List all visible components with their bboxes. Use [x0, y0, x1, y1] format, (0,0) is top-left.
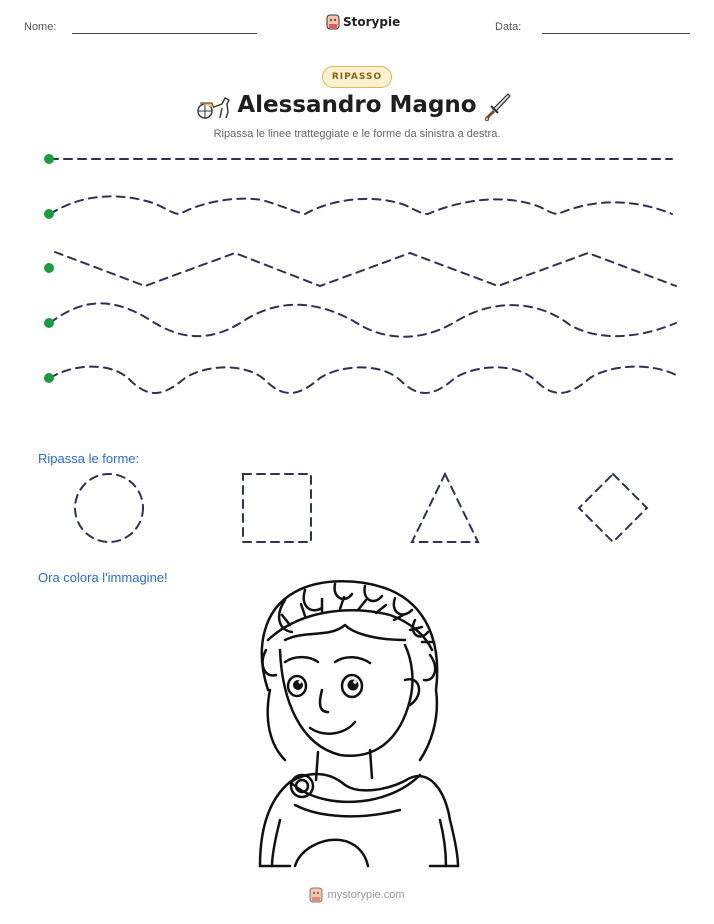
instructions: Ripassa le linee tratteggiate e le forme da sinistra a destra. — [213, 128, 501, 140]
coloring-illustration[interactable] — [250, 575, 465, 870]
trace-line-wave-3[interactable] — [50, 367, 676, 393]
page-title: Alessandro Magno — [237, 92, 477, 118]
name-label: Nome: — [24, 21, 57, 33]
storypie-logo-icon — [326, 14, 340, 30]
tracing-shapes — [60, 468, 670, 550]
footer — [0, 887, 714, 903]
start-dot — [44, 209, 54, 219]
start-dot — [44, 318, 54, 328]
name-line[interactable] — [72, 33, 257, 34]
shapes-section-label: Ripassa le forme: — [38, 451, 140, 466]
trace-line-zigzag[interactable] — [55, 252, 676, 286]
date-line[interactable] — [542, 33, 690, 34]
start-dot — [44, 154, 54, 164]
storypie-logo-icon — [309, 887, 323, 903]
start-dot — [44, 373, 54, 383]
trace-triangle[interactable] — [412, 474, 478, 542]
footer-site[interactable]: mystorypie.com — [327, 889, 405, 901]
trace-diamond[interactable] — [579, 474, 647, 542]
tracing-lines — [0, 140, 714, 410]
start-dot — [44, 263, 54, 273]
trace-line-wave-1[interactable] — [50, 196, 672, 214]
trace-square[interactable] — [243, 474, 311, 542]
brand-name: Storypie — [343, 15, 401, 29]
sword-icon — [484, 92, 512, 122]
trace-circle[interactable] — [75, 474, 143, 542]
trace-line-wave-2[interactable] — [50, 303, 676, 336]
review-badge: RIPASSO — [322, 66, 392, 88]
coloring-section-label: Ora colora l'immagine! — [38, 570, 168, 585]
date-label: Data: — [495, 21, 522, 33]
brand-logo — [326, 14, 400, 30]
